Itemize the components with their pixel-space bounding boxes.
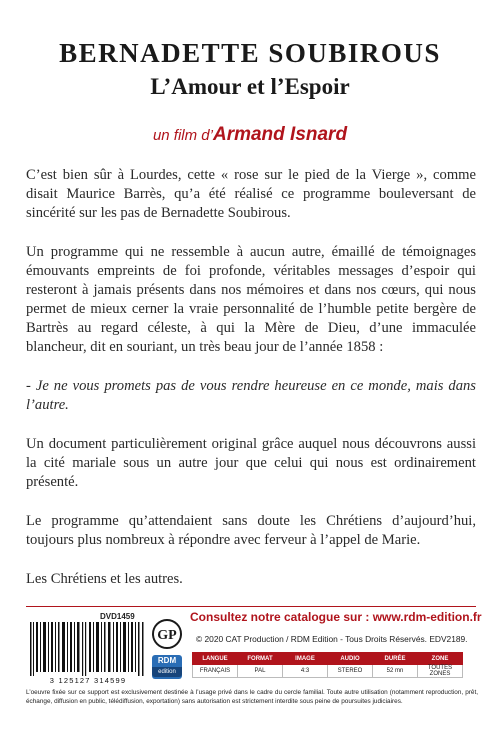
spec-value-cell: STEREO [328,665,373,678]
gp-logo-text: GP [157,628,177,643]
rdm-logo-subtext: edition [152,667,182,677]
spec-header-cell: ZONE [418,653,463,665]
spec-header-cell: AUDIO [328,653,373,665]
legal-notice: L’oeuvre fixée sur ce support est exclusivement destinée à l’usage privé dans le cadre du cercle familial. Toute autre utilisation (notamment reproduction, prêt, échange, diffusion en public, télédiffusion, exportation) sans autorisation est strictement interdite sous peine de poursuites judiciaires. [26,689,478,705]
copyright-notice: © 2020 CAT Production / RDM Edition - Tous Droits Réservés. EDV2189. [196,634,468,644]
spec-value-cell: TOUTES ZONES [418,665,463,678]
spec-value-cell: 4:3 [283,665,328,678]
spec-value-row [193,665,463,678]
spec-value-cell: 52 mn [373,665,418,678]
synopsis-paragraph: Le programme qu’attendaient sans doute les Chrétiens d’aujourd’hui, toujours plus nombreux à répondre avec ferveur à l’appel de Marie. [26,513,476,548]
spec-header-row [193,653,463,665]
synopsis-quote: - Je ne vous promets pas de vous rendre heureuse en ce monde, mais dans l’autre. [26,378,476,413]
credit-prefix: un film d’ [152,127,213,144]
spec-value-cell: PAL [238,665,283,678]
page-title: BERNADETTE SOUBIROUS [59,38,441,68]
dvd-code: DVD1459 [100,612,135,621]
spec-header-cell: FORMAT [238,653,283,665]
barcode-icon [28,622,146,676]
credit-director: Armand Isnard [212,124,348,145]
synopsis-paragraph: C’est bien sûr à Lourdes, cette « rose sur le pied de la Vierge », comme disait Maurice Barrès, qu’a été réalisé ce programme bouleversant de sincérité sur les pas de Bernadette Soubirous. [26,167,476,221]
spec-table [192,652,463,678]
page-subtitle: L’Amour et l’Espoir [150,74,350,99]
rdm-logo [152,655,182,679]
gp-logo-icon [152,618,182,650]
barcode-number: 3 125127 314599 [49,676,127,685]
spec-header-cell: DURÉE [373,653,418,665]
rdm-logo-text: RDM [157,656,177,665]
synopsis-paragraph: Les Chrétiens et les autres. [26,571,183,587]
synopsis [26,166,476,609]
synopsis-paragraph: Un document particulièrement original grâce auquel nous découvrons aussi la cité mariale sous un autre jour que celui qui nous est ordinairement présenté. [26,436,476,490]
footer-divider [26,606,476,607]
spec-value-cell: FRANÇAIS [193,665,238,678]
catalog-link[interactable]: Consultez notre catalogue sur : www.rdm-edition.fr [190,610,482,624]
spec-header-cell: LANGUE [193,653,238,665]
synopsis-paragraph: Un programme qui ne ressemble à aucun autre, émaillé de témoignages émouvants empreints de foi profonde, véritables messages d’espoir qui resteront à jamais présents dans nos mémoires et dans nos cœurs, qui nous permet de mieux cerner la vraie personnalité de l’humble petite bergère de Bartrès au regard céleste, à qui la Mère de Dieu, d’une immaculée blancheur, dit en souriant, un très beau jour de l’année 1858 : [26,244,476,355]
spec-header-cell: IMAGE [283,653,328,665]
film-credit [0,124,500,146]
